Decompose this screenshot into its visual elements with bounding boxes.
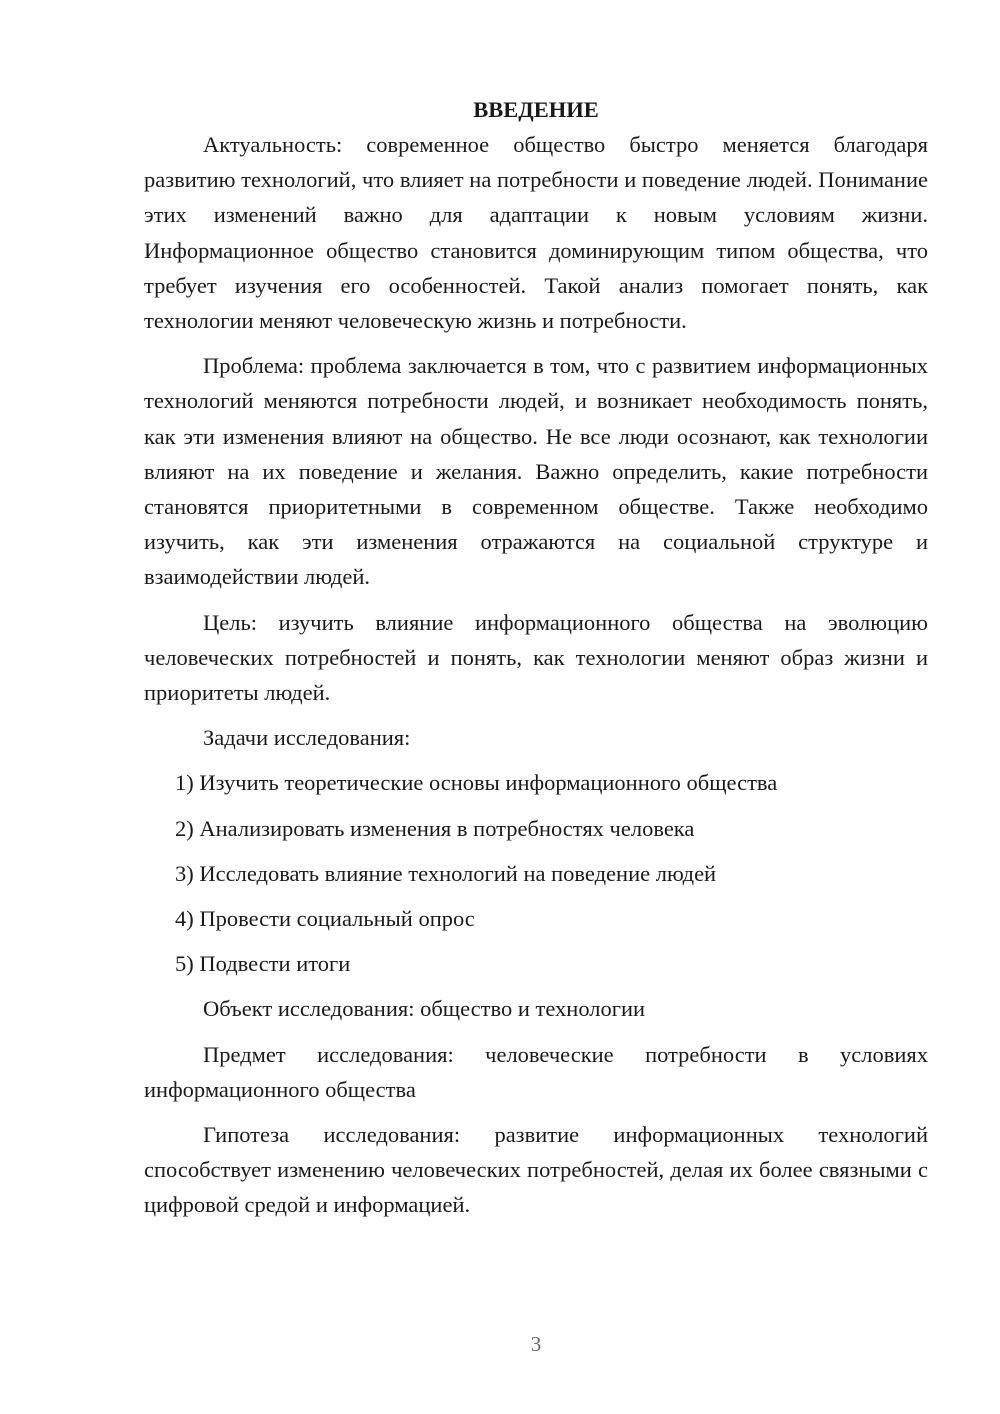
- hypothesis-paragraph: Гипотеза исследования: развитие информационных технологий способствует изменению человеческих потребностей, делая их более связными с цифровой средой и информацией.: [144, 1122, 928, 1218]
- goal-paragraph: Цель: изучить влияние информационного общества на эволюцию человеческих потребностей и понять, как технологии меняют образ жизни и приоритеты людей.: [144, 609, 928, 706]
- subject-paragraph: Предмет исследования: человеческие потребности в условиях информационного общества: [144, 1041, 928, 1102]
- section-title: ВВЕДЕНИЕ: [473, 97, 599, 122]
- tasks-heading: Задачи исследования:: [203, 725, 411, 751]
- tasks-list: [144, 765, 928, 981]
- list-item: 3) Исследовать влияние технологий на поведение людей: [175, 860, 717, 886]
- page-content: [144, 92, 928, 1233]
- relevance-paragraph: Актуальность: современное общество быстро меняется благодаря развитию технологий, что влияет на потребности и поведение людей. Понимание этих изменений важно для адаптации к новым условиям жизни. Информационное общество становится доминирующим типом общества, что требует изучения его особенностей. Такой анализ помогает понять, как технологии меняют человеческую жизнь и потребности.: [144, 132, 928, 334]
- problem-paragraph: Проблема: проблема заключается в том, что с развитием информационных технологий меняются потребности людей, и возникает необходимость понять, как эти изменения влияют на общество. Не все люди осознают, как технологии влияют на их поведение и желания. Важно определить, какие потребности становятся приоритетными в современном обществе. Также необходимо изучить, как эти изменения отражаются на социальной структуре и взаимодействии людей.: [144, 353, 928, 590]
- object-paragraph: Объект исследования: общество и технологии: [203, 996, 646, 1022]
- list-item: 5) Подвести итоги: [175, 951, 351, 977]
- list-item: 4) Провести социальный опрос: [175, 906, 475, 932]
- page-number: 3: [530, 1332, 542, 1356]
- list-item: 1) Изучить теоретические основы информационного общества: [175, 770, 778, 796]
- list-item: 2) Анализировать изменения в потребностях человека: [175, 815, 695, 841]
